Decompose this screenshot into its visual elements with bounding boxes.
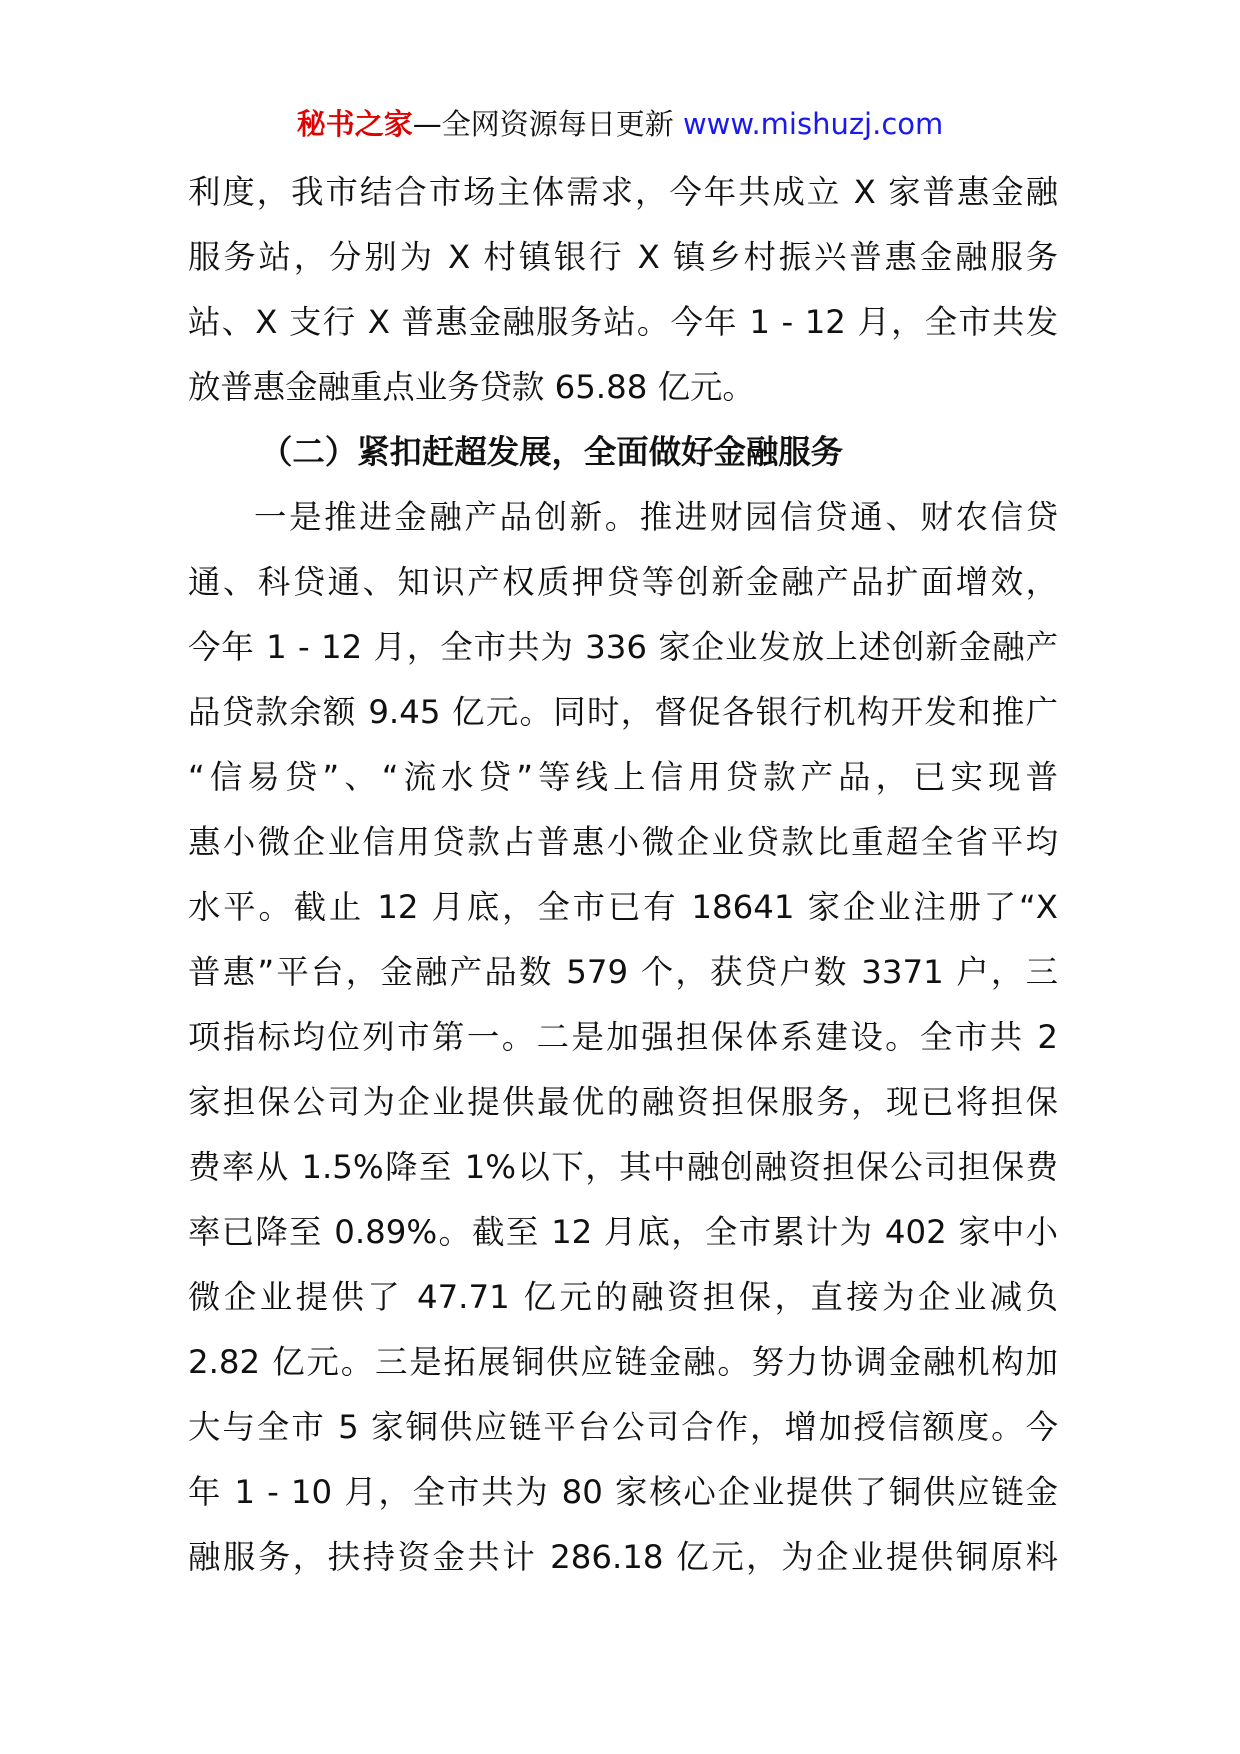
paragraph-line: 项指标均位列市第一。二是加强担保体系建设。全市共 2 xyxy=(188,1018,1058,1056)
paragraph-line: 服务站，分别为 X 村镇银行 X 镇乡村振兴普惠金融服务 xyxy=(188,238,1058,276)
paragraph-line: 微企业提供了 47.71 亿元的融资担保，直接为企业减负 xyxy=(188,1278,1058,1316)
paragraph-line: 利度，我市结合市场主体需求，今年共成立 X 家普惠金融 xyxy=(188,173,1058,211)
document-body xyxy=(188,160,1058,1590)
paragraph-line: 普惠”平台，金融产品数 579 个，获贷户数 3371 户，三 xyxy=(188,953,1058,991)
paragraph-line: 大与全市 5 家铜供应链平台公司合作，增加授信额度。今 xyxy=(188,1408,1058,1446)
header-tagline: —全网资源每日更新 xyxy=(412,107,683,141)
page-header xyxy=(0,104,1240,144)
paragraph-line: 融服务，扶持资金共计 286.18 亿元，为企业提供铜原料 xyxy=(188,1538,1058,1576)
paragraph-line: 今年 1 - 12 月，全市共为 336 家企业发放上述创新金融产 xyxy=(188,628,1058,666)
paragraph-2 xyxy=(188,485,1058,1590)
paragraph-line: 水平。截止 12 月底，全市已有 18641 家企业注册了“X xyxy=(188,888,1058,926)
paragraph-line: 惠小微企业信用贷款占普惠小微企业贷款比重超全省平均 xyxy=(188,823,1058,861)
paragraph-line: 一是推进金融产品创新。推进财园信贷通、财农信贷 xyxy=(254,498,1058,536)
paragraph-line: 费率从 1.5%降至 1%以下，其中融创融资担保公司担保费 xyxy=(188,1148,1058,1186)
section-heading: （二）紧扣赶超发展，全面做好金融服务 xyxy=(260,433,844,471)
paragraph-line: 家担保公司为企业提供最优的融资担保服务，现已将担保 xyxy=(188,1083,1058,1121)
paragraph-1 xyxy=(188,160,1058,420)
paragraph-line: 品贷款余额 9.45 亿元。同时，督促各银行机构开发和推广 xyxy=(188,693,1058,731)
paragraph-line: 通、科贷通、知识产权质押贷等创新金融产品扩面增效， xyxy=(188,563,1058,601)
paragraph-line: 年 1 - 10 月，全市共为 80 家核心企业提供了铜供应链金 xyxy=(188,1473,1058,1511)
header-url-link[interactable]: www.mishuzj.com xyxy=(682,107,944,141)
paragraph-line: 2.82 亿元。三是拓展铜供应链金融。努力协调金融机构加 xyxy=(188,1343,1058,1381)
paragraph-line: 率已降至 0.89%。截至 12 月底，全市累计为 402 家中小 xyxy=(188,1213,1058,1251)
paragraph-line: 站、X 支行 X 普惠金融服务站。今年 1 - 12 月，全市共发 xyxy=(188,303,1058,341)
paragraph-line: “信易贷”、“流水贷”等线上信用贷款产品，已实现普 xyxy=(188,758,1058,796)
paragraph-line: 放普惠金融重点业务贷款 65.88 亿元。 xyxy=(188,368,755,406)
header-brand: 秘书之家 xyxy=(296,107,413,141)
